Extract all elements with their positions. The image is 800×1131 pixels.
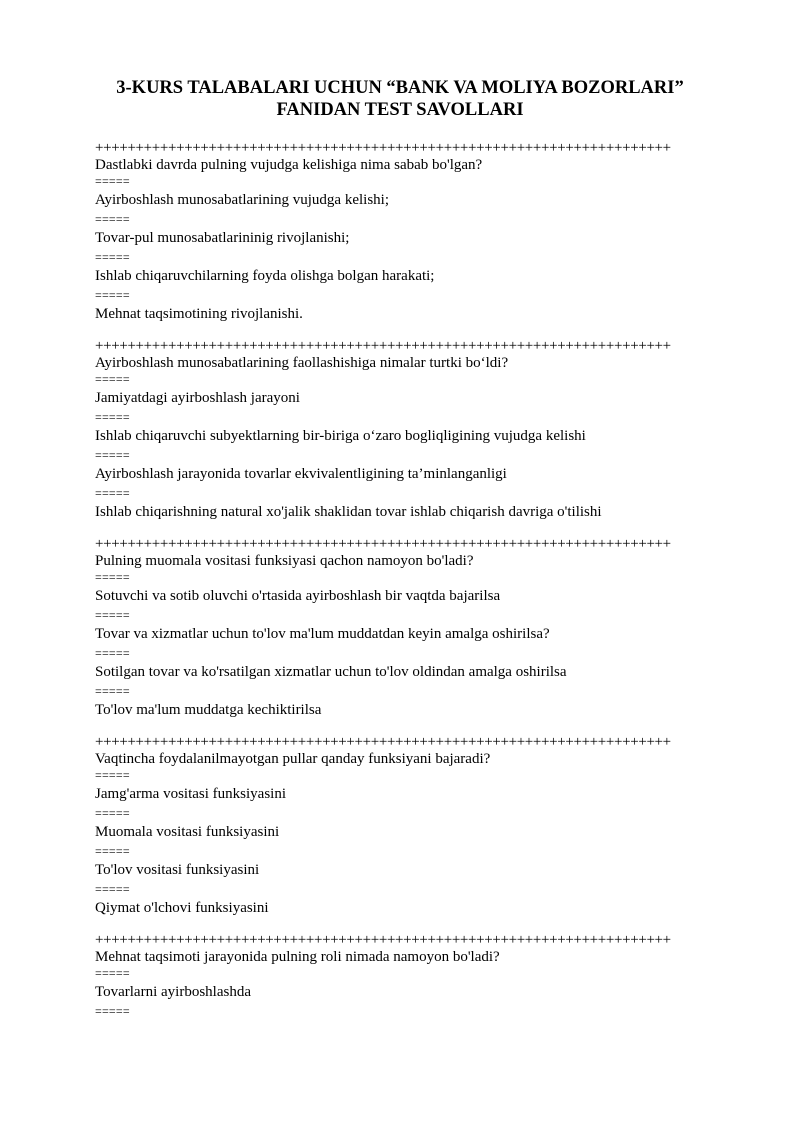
- question-text: Ayirboshlash munosabatlarining faollashishiga nimalar turtki bo‘ldi?: [95, 355, 509, 371]
- answer-option: Ayirboshlash munosabatlarining vujudga kelishi;: [95, 192, 390, 208]
- question-separator: +++++++++++++++++++++++++++++++++++++++++++++++++++++++++++++++++++++++: [95, 932, 671, 948]
- answer-separator: =====: [95, 608, 130, 622]
- answer-separator: =====: [95, 646, 130, 660]
- question-separator: +++++++++++++++++++++++++++++++++++++++++++++++++++++++++++++++++++++++: [95, 140, 671, 156]
- answer-option: Jamiyatdagi ayirboshlash jarayoni: [95, 390, 300, 406]
- answer-separator: =====: [95, 966, 130, 980]
- answer-separator: =====: [95, 410, 130, 424]
- question-text: Pulning muomala vositasi funksiyasi qachon namoyon bo'ladi?: [95, 553, 474, 569]
- question-text: Vaqtincha foydalanilmayotgan pullar qanday funksiyani bajaradi?: [95, 751, 491, 767]
- answer-option: Ayirboshlash jarayonida tovarlar ekvivalentligining ta’minlanganligi: [95, 466, 507, 482]
- answer-separator: =====: [95, 1004, 130, 1018]
- question-separator: +++++++++++++++++++++++++++++++++++++++++++++++++++++++++++++++++++++++: [95, 338, 671, 354]
- answer-separator: =====: [95, 212, 130, 226]
- question-list: [95, 140, 745, 1018]
- answer-option: Ishlab chiqaruvchi subyektlarning bir-biriga o‘zaro bogliqligining vujudga kelishi: [95, 428, 586, 444]
- answer-option: Muomala vositasi funksiyasini: [95, 824, 280, 840]
- question-separator: +++++++++++++++++++++++++++++++++++++++++++++++++++++++++++++++++++++++: [95, 734, 671, 750]
- answer-separator: =====: [95, 288, 130, 302]
- question-block: [95, 932, 745, 1018]
- answer-separator: =====: [95, 250, 130, 264]
- question-block: [95, 536, 745, 720]
- answer-option: To'lov vositasi funksiyasini: [95, 862, 260, 878]
- answer-option: Tovar-pul munosabatlarininig rivojlanishi;: [95, 230, 350, 246]
- answer-option: To'lov ma'lum muddatga kechiktirilsa: [95, 702, 322, 718]
- answer-separator: =====: [95, 174, 130, 188]
- answer-separator: =====: [95, 768, 130, 782]
- answer-separator: =====: [95, 684, 130, 698]
- answer-option: Ishlab chiqaruvchilarning foyda olishga bolgan harakati;: [95, 268, 435, 284]
- answer-option: Jamg'arma vositasi funksiyasini: [95, 786, 287, 802]
- answer-option: Sotuvchi va sotib oluvchi o'rtasida ayirboshlash bir vaqtda bajarilsa: [95, 588, 501, 604]
- answer-separator: =====: [95, 486, 130, 500]
- answer-option: Tovarlarni ayirboshlashda: [95, 984, 251, 1000]
- answer-option: Ishlab chiqarishning natural xo'jalik shaklidan tovar ishlab chiqarish davriga o'tilishi: [95, 504, 602, 520]
- answer-separator: =====: [95, 882, 130, 896]
- question-block: [95, 734, 745, 918]
- answer-option: Mehnat taqsimotining rivojlanishi.: [95, 306, 303, 322]
- answer-separator: =====: [95, 844, 130, 858]
- question-separator: +++++++++++++++++++++++++++++++++++++++++++++++++++++++++++++++++++++++: [95, 536, 671, 552]
- question-block: [95, 140, 745, 324]
- answer-separator: =====: [95, 372, 130, 386]
- title-line-1: 3-KURS TALABALARI UCHUN “BANK VA MOLIYA BOZORLARI”: [116, 78, 684, 98]
- question-text: Dastlabki davrda pulning vujudga kelishiga nima sabab bo'lgan?: [95, 157, 483, 173]
- question-block: [95, 338, 745, 522]
- page-title: [0, 77, 800, 121]
- question-text: Mehnat taqsimoti jarayonida pulning roli nimada namoyon bo'ladi?: [95, 949, 500, 965]
- answer-option: Sotilgan tovar va ko'rsatilgan xizmatlar uchun to'lov oldindan amalga oshirilsa: [95, 664, 567, 680]
- answer-separator: =====: [95, 448, 130, 462]
- answer-option: Tovar va xizmatlar uchun to'lov ma'lum muddatdan keyin amalga oshirilsa?: [95, 626, 550, 642]
- answer-separator: =====: [95, 570, 130, 584]
- answer-separator: =====: [95, 806, 130, 820]
- answer-option: Qiymat o'lchovi funksiyasini: [95, 900, 269, 916]
- title-line-2: FANIDAN TEST SAVOLLARI: [276, 100, 524, 120]
